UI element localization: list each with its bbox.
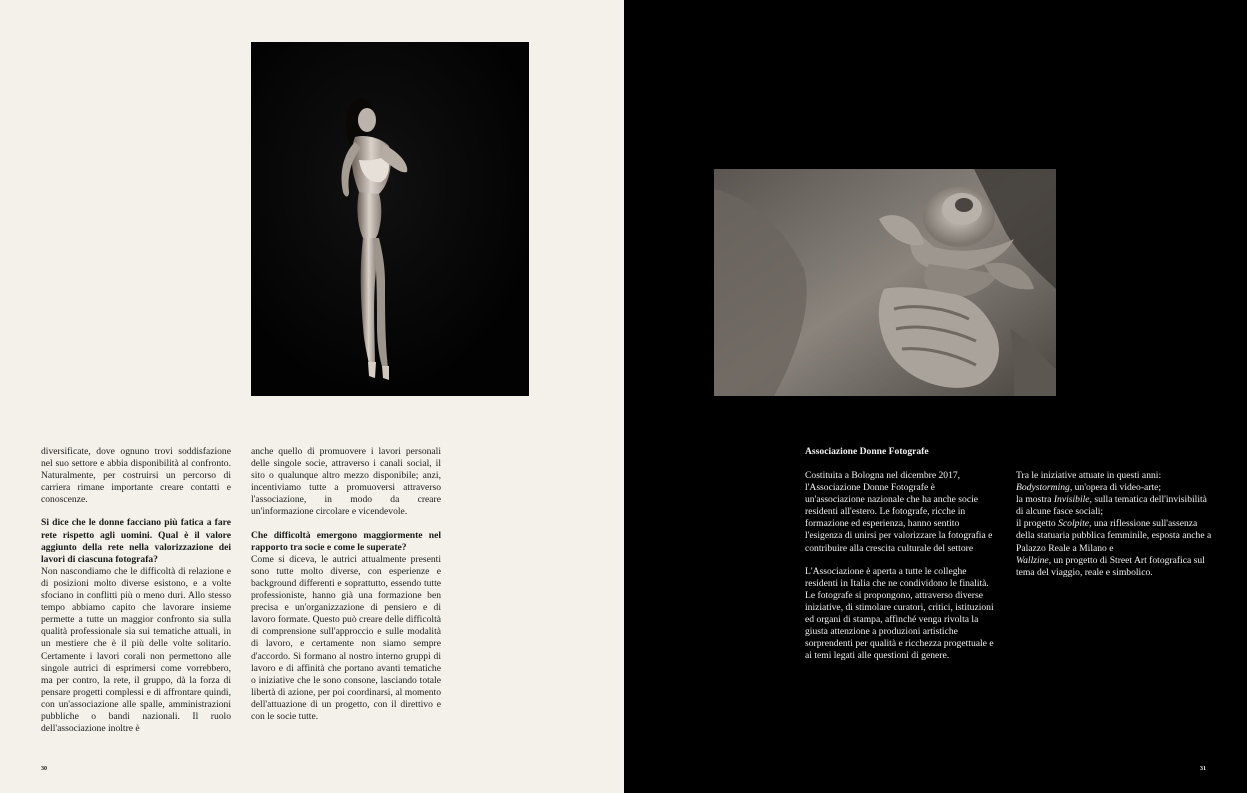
initiative-title: Invisibile — [1053, 494, 1090, 506]
dancer-photo — [251, 42, 529, 396]
dancer-figure-icon — [251, 42, 529, 396]
about-paragraph: L'Associazione è aperta a tutte le colleghe residenti in Italia che ne condividono le finalità. Le fotografe si propongono, attraverso diverse iniziative, di stimolare curatori, critici, istituzioni ed organi di stampa, affinché venga rivolta la giusta attenzione a produzioni artistiche sorprendenti per qualità e ricchezza progettuale e ai temi legati alle questioni di genere. — [805, 565, 994, 662]
initiative-title: Wallzine — [1016, 554, 1049, 566]
initiative-desc: , sulla tematica dell'invisibilità di alcune fasce sociali; — [1016, 494, 1207, 518]
about-column-1 — [805, 470, 995, 662]
answer-paragraph: Come si diceva, le autrici attualmente presenti sono tutte molto diverse, con esperienze e background differenti e soprattutto, essendo tutte professioniste, hanno già una formazione ben precisa e un'organizzazione di pensiero e di lavoro formate. Questo può creare delle difficoltà di comprensione sull'approccio e sulle modalità di lavoro, e certamente non siamo sempre d'accordo. Si formano al nostro interno gruppi di lavoro e di affinità che portano avanti tematiche o iniziative che le sono consone, lasciando totale libertà di azione, per poi coordinarsi, al momento dell'attuazione di un progetto, con il direttivo e con le socie tutte. — [251, 553, 441, 722]
initiative-title: Bodystorming — [1016, 482, 1070, 494]
initiative-desc: , un progetto di Street Art fotografica sul tema del viaggio, reale e simbolico. — [1016, 554, 1205, 578]
initiative-desc: , un'opera di video-arte; — [1069, 482, 1162, 494]
answer-paragraph: Non nascondiamo che le difficoltà di relazione e di posizioni molto diverse esistono, e a volte sfociano in conflitti più o meno duri. Allo stesso tempo abbiamo capito che lavorare insieme permette a tutte un maggior confronto sia sulla qualità professionale sia sui tematiche attuali, in un mestiere che è il più delle volte solitario. Certamente i lavori corali non permettono alle singole autrici di esprimersi come vorrebbero, ma per contro, la rete, il gruppo, dà la forza di pensare progetti complessi e di affrontare quindi, con un'associazione alle spalle, amministrazioni pubbliche o bandi nazionali. Il ruolo dell'associazione inoltre è — [41, 565, 231, 735]
about-paragraph: Costituita a Bologna nel dicembre 2017, l'Associazione Donne Fotografe è un'associazione nazionale che ha anche socie residenti all'estero. Le fotografe, ricche in formazione ed esperienza, hanno sentito l'esigenza di unirsi per valorizzare la fotografia e contribuire alla crescita culturale del settore — [805, 470, 993, 554]
initiative-prefix: la mostra — [1016, 494, 1054, 506]
interview-column-1 — [41, 446, 231, 735]
answer-paragraph: diversificate, dove ognuno trovi soddisfazione nel suo settore e abbia disponibilità al confronto. Naturalmente, per costruirsi un percorso di carriera rimane importante creare contatti e conoscenze. — [41, 446, 231, 506]
right-page — [624, 0, 1247, 793]
initiative-title: Scolpite — [1058, 518, 1090, 530]
page-number: 30 — [41, 766, 47, 772]
initiatives-column — [1016, 470, 1212, 579]
initiatives-list — [1016, 470, 1212, 579]
page-number: 31 — [1200, 766, 1206, 772]
initiatives-intro: Tra le iniziative attuate in questi anni: — [1016, 470, 1162, 481]
sculpted-rose-photo — [714, 169, 1056, 396]
interview-question: Che difficoltà emergono maggiormente nel rapporto tra socie e come le superate? — [251, 529, 441, 553]
interview-question: Si dice che le donne facciano più fatica a fare rete rispetto agli uomini. Qual è il valore aggiunto della rete nella valorizzazione dei lavori di ciascuna fotografa? — [41, 517, 231, 565]
answer-paragraph: anche quello di promuovere i lavori personali delle singole socie, attraverso i canali social, il sito o qualunque altro mezzo disponibile; anzi, incentiviamo tutte a promuoversi attraverso l'associazione, in modo da creare un'informazione circolare e vicendevole. — [251, 446, 441, 518]
section-heading: Associazione Donne Fotografe — [805, 446, 929, 457]
stone-rose-hand-icon — [714, 169, 1056, 396]
interview-column-2 — [251, 446, 441, 723]
initiative-prefix: il progetto — [1016, 518, 1059, 530]
initiative-desc: , una riflessione sull'assenza della statuaria pubblica femminile, esposta anche a Palazzo Reale a Milano e — [1016, 518, 1212, 554]
